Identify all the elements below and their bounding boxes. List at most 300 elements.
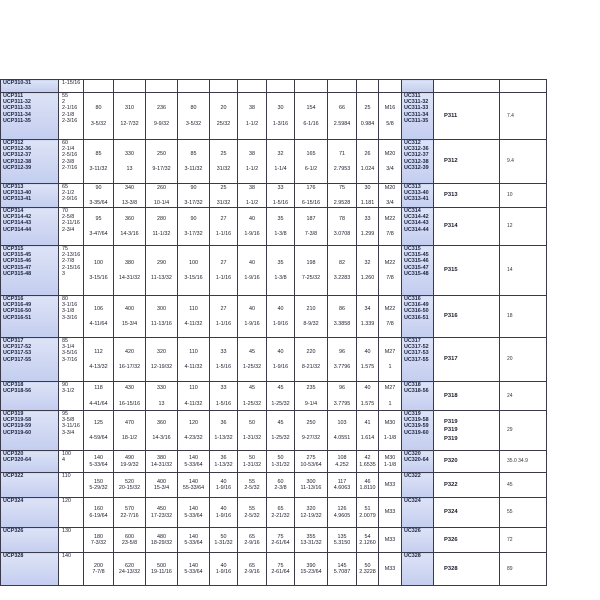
insert-number-cell-line: UC316-50: [404, 308, 429, 315]
dimension-cell: [114, 93, 146, 140]
dimension-value: 150: [94, 478, 103, 485]
dimension-value: 38: [249, 184, 255, 191]
unit-number-cell: [1, 553, 59, 586]
weight-cell: [500, 80, 547, 93]
dimension-inch-value: 13: [158, 400, 165, 407]
insert-number-cell: [402, 296, 434, 338]
dimension-cell: [84, 528, 114, 553]
dimension-value: 480: [157, 533, 166, 540]
dimension-value: 26: [364, 150, 371, 157]
dimension-value: 18-29/32: [150, 540, 173, 546]
dimension-value: 40: [277, 348, 284, 355]
dimension-value: 380: [125, 259, 134, 266]
dimension-value: M22: [384, 259, 396, 266]
dimension-cell: [267, 338, 295, 382]
dimension-cell: [379, 382, 402, 411]
shaft-diameter-cell-line: 2-1/16: [62, 105, 78, 112]
dimension-inch-value: 10-1/4: [153, 200, 170, 206]
shaft-diameter-cell-line: 2-7/8: [62, 258, 75, 265]
weight-cell: 14: [500, 246, 547, 296]
dimension-cell: [146, 140, 178, 184]
shaft-diameter-cell-line: 130: [62, 528, 71, 534]
dimension-value: 198: [306, 259, 316, 266]
unit-number-cell-line: UCP312-39: [3, 164, 32, 171]
dimension-inch-value: 1.181: [360, 200, 375, 206]
dimension-inch-value: 16-15/16: [118, 400, 141, 407]
dimension-value: M27: [384, 348, 396, 355]
dimension-cell: [210, 208, 238, 246]
dimension-value: 40: [249, 259, 255, 266]
dimension-value: 620: [125, 562, 134, 569]
dimension-cell: [267, 93, 295, 140]
housing-number-cell: [434, 246, 500, 296]
dimension-inch-value: 12-19/32: [150, 364, 173, 370]
dimension-value: 1-13/32: [214, 461, 233, 468]
shaft-diameter-cell-line: 3-1/2: [62, 388, 75, 395]
dimension-inch-value: 6-15/16: [301, 200, 321, 206]
dimension-value: 55: [249, 478, 255, 485]
dimension-cell: [328, 382, 357, 411]
unit-number-cell: [1, 246, 59, 296]
insert-number-cell-line: UC315-48: [404, 270, 429, 277]
dimension-value: 86: [339, 305, 345, 312]
dimension-value: 140: [189, 533, 198, 540]
housing-number: P316: [444, 313, 458, 320]
insert-number-cell-line: UC322: [404, 473, 421, 479]
dimension-value: 280: [157, 215, 166, 222]
housing-number-cell: [434, 140, 500, 184]
dimension-inch-value: 9-9/32: [153, 120, 170, 127]
housing-number: P311: [444, 112, 458, 119]
housing-number: P313: [444, 192, 458, 199]
dimension-cell: [178, 140, 210, 184]
dimension-inch-value: 1.575: [360, 400, 375, 407]
unit-number-cell-line: UCP313-40: [3, 190, 32, 197]
dimension-cell: [84, 80, 114, 93]
insert-number-cell-line: UC314: [404, 208, 421, 214]
dimension-cell: [84, 338, 114, 382]
dimension-cell: [146, 80, 178, 93]
dimension-value: 390: [306, 562, 316, 569]
dimension-inch-value: 14-31/32: [118, 275, 141, 281]
insert-number-cell-line: UC315-46: [404, 258, 429, 265]
dimension-cell: [84, 184, 114, 208]
dimension-value: 103: [337, 419, 347, 426]
dimension-value: 23-5/8: [121, 540, 138, 546]
dimension-cell: [379, 473, 402, 498]
dimension-cell: [210, 184, 238, 208]
insert-number-cell-line: UC313: [404, 184, 421, 190]
dimension-value: 4.9605: [333, 512, 351, 519]
dimension-inch-value: 1-1/4: [274, 166, 287, 172]
weight-cell: 45: [500, 473, 547, 498]
dimension-value: 100: [189, 259, 198, 266]
dimension-value: M20: [384, 184, 396, 191]
insert-number-cell-line: UC314-43: [404, 220, 429, 227]
dimension-inch-value: 1.575: [360, 364, 375, 370]
dimension-inch-value: 3-11/32: [184, 166, 203, 172]
table-row: [1, 528, 598, 553]
dimension-cell: [114, 140, 146, 184]
dimension-inch-value: 2.9528: [333, 200, 351, 206]
dimension-cell: [238, 140, 267, 184]
shaft-diameter-cell: [59, 246, 84, 296]
dimension-cell: [114, 338, 146, 382]
shaft-diameter-cell-line: 2-13/16: [62, 252, 81, 259]
dimension-value: 220: [306, 348, 316, 355]
dimension-cell: [146, 473, 178, 498]
shaft-diameter-cell: [59, 382, 84, 411]
shaft-diameter-cell-line: 2-1/4: [62, 146, 75, 153]
dimension-value: 355: [306, 533, 316, 540]
dimension-cell: [146, 382, 178, 411]
dimension-value: 300: [157, 305, 166, 312]
dimension-value: 140: [189, 506, 198, 513]
dimension-value: 120: [189, 419, 198, 426]
dimension-value: 154: [306, 105, 316, 112]
dimension-value: 7-7/8: [92, 569, 105, 575]
dimension-inch-value: 7/8: [386, 231, 394, 237]
shaft-diameter-cell: [59, 80, 84, 93]
housing-number: P315: [444, 267, 458, 274]
housing-number-cell: [434, 411, 500, 451]
shaft-diameter-cell-line: 70: [62, 208, 68, 214]
weight-cell: 10: [500, 184, 547, 208]
dimension-value: 1-1/8: [383, 461, 397, 468]
housing-number: P320: [444, 458, 458, 465]
dimension-cell: [357, 184, 379, 208]
dimension-inch-value: 31/32: [216, 200, 231, 206]
dimension-inch-value: 1.260: [360, 275, 375, 281]
bearing-spec-sheet: [0, 79, 600, 586]
dimension-cell: [210, 140, 238, 184]
dimension-value: 40: [277, 305, 284, 312]
dimension-inch-value: 9-17/32: [152, 166, 171, 172]
unit-number-cell-line: UCP310-31: [3, 80, 32, 86]
dimension-value: 35: [277, 215, 284, 222]
dimension-value: 25: [364, 105, 371, 112]
insert-number-cell-line: UC317-55: [404, 356, 429, 363]
dimension-inch-value: 0.984: [360, 120, 375, 127]
dimension-value: 27: [220, 305, 227, 312]
dimension-value: 110: [189, 385, 198, 392]
unit-number-cell-line: UCP314: [3, 208, 24, 214]
dimension-value: 42: [364, 455, 371, 462]
dimension-value: 65: [277, 506, 284, 513]
dimension-value: 320: [157, 348, 166, 355]
dimension-value: M33: [384, 481, 396, 488]
unit-number-cell-line: UCP316-49: [3, 302, 32, 309]
dimension-value: 85: [95, 150, 102, 157]
dimension-value: 1-9/16: [215, 512, 232, 519]
dimension-cell: [210, 382, 238, 411]
dimension-value: M22: [384, 215, 396, 222]
dimension-cell: [379, 184, 402, 208]
housing-number: P326: [444, 536, 458, 543]
dimension-cell: [84, 498, 114, 528]
unit-number-cell: [1, 498, 59, 528]
dimension-value: 82: [339, 259, 345, 266]
unit-number-cell: [1, 451, 59, 473]
dimension-cell: [178, 382, 210, 411]
dimension-cell: [178, 528, 210, 553]
dimension-inch-value: 4-11/64: [89, 321, 108, 327]
dimension-value: M33: [384, 565, 396, 572]
dimension-cell: [238, 208, 267, 246]
unit-number-cell: [1, 528, 59, 553]
dimension-value: 12-19/32: [300, 512, 322, 519]
dimension-inch-value: 1: [388, 400, 392, 407]
dimension-value: 38: [249, 105, 255, 112]
dimension-cell: [267, 528, 295, 553]
dimension-value: 33: [277, 184, 284, 191]
dimension-value: 165: [306, 150, 316, 157]
insert-number-cell-line: UC328: [404, 553, 421, 559]
dimension-value: 80: [95, 105, 102, 112]
dimension-cell: [357, 338, 379, 382]
dimension-inch-value: 1-9/16: [244, 275, 260, 281]
dimension-value: 5-33/64: [89, 461, 108, 468]
dimension-cell: [178, 498, 210, 528]
dimension-value: 33: [220, 348, 227, 355]
weight-cell: 7.4: [500, 93, 547, 140]
dimension-value: 490: [125, 455, 134, 462]
insert-number-cell-line: UC311-32: [404, 99, 429, 106]
dimension-value: 5.7087: [333, 569, 351, 575]
dimension-inch-value: 1-13/32: [214, 435, 233, 441]
dimension-cell: [267, 140, 295, 184]
dimension-cell: [295, 451, 328, 473]
shaft-diameter-cell-line: 95: [62, 411, 68, 417]
dimension-cell: [379, 208, 402, 246]
dimension-cell: [178, 451, 210, 473]
unit-number-cell-line: UCP312-36: [3, 146, 32, 153]
unit-number-cell: [1, 296, 59, 338]
dimension-inch-value: 3/4: [386, 166, 394, 172]
housing-number: P319: [444, 435, 458, 442]
housing-number: P319: [444, 419, 458, 426]
shaft-diameter-cell-line: 85: [62, 338, 68, 344]
dimension-cell: [146, 528, 178, 553]
dimension-cell: [328, 411, 357, 451]
insert-number-cell-line: UC320: [404, 451, 421, 457]
dimension-value: 400: [125, 305, 134, 312]
unit-number-cell-line: UCP312-37: [3, 152, 32, 159]
dimension-inch-value: 1-3/16: [272, 120, 289, 127]
dimension-value: 1.8110: [359, 485, 376, 491]
dimension-inch-value: 1.024: [360, 166, 375, 172]
shaft-diameter-cell-line: 3-3/4: [62, 429, 75, 436]
dimension-cell: [295, 184, 328, 208]
dimension-cell: [357, 246, 379, 296]
dimension-value: 2.0079: [359, 512, 376, 519]
dimension-value: 36: [220, 419, 227, 426]
dimension-inch-value: 4-41/64: [89, 400, 108, 407]
insert-number-cell-line: UC312: [404, 140, 421, 146]
dimension-value: 160: [94, 506, 103, 513]
table-row: [1, 382, 598, 411]
table-row: [1, 451, 598, 473]
dimension-value: 41: [364, 419, 371, 426]
table-row: [1, 140, 598, 184]
dimension-value: 55: [249, 506, 255, 513]
dimension-value: 2-9/16: [244, 540, 260, 546]
dimension-value: 5-33/64: [184, 569, 203, 575]
dimension-value: 20-15/32: [118, 485, 141, 491]
unit-number-cell-line: UCP313: [3, 184, 24, 190]
dimension-cell: [295, 553, 328, 586]
shaft-diameter-cell-line: 3-5/16: [62, 350, 78, 357]
insert-number-cell: [402, 411, 434, 451]
shaft-diameter-cell-line: 2-1/2: [62, 190, 75, 197]
unit-number-cell-line: UCP319-59: [3, 423, 32, 430]
dimension-value: 19-11/16: [151, 569, 172, 575]
dimension-value: 32: [277, 150, 284, 157]
dimension-cell: [238, 93, 267, 140]
shaft-diameter-cell-line: 2-5/8: [62, 214, 75, 221]
dimension-value: 290: [157, 259, 166, 266]
dimension-value: 85: [190, 150, 197, 157]
dimension-value: 236: [157, 105, 166, 112]
dimension-cell: [328, 528, 357, 553]
insert-number-cell-line: UC315-47: [404, 264, 429, 271]
dimension-value: 25: [220, 184, 227, 191]
dimension-cell: [210, 528, 238, 553]
dimension-value: 50: [220, 533, 227, 540]
dimension-cell: [267, 498, 295, 528]
dimension-value: 1-9/16: [215, 485, 232, 491]
insert-number-cell-line: UC317-52: [404, 344, 429, 351]
dimension-inch-value: 25/32: [216, 120, 231, 127]
dimension-cell: [178, 553, 210, 586]
insert-number-cell: [402, 528, 434, 553]
dimension-cell: [328, 184, 357, 208]
dimension-inch-value: 4-11/32: [184, 364, 203, 370]
dimension-inch-value: 1: [388, 364, 392, 370]
dimension-cell: [379, 140, 402, 184]
dimension-value: 5-33/64: [184, 461, 203, 468]
dimension-cell: [328, 296, 357, 338]
dimension-cell: [146, 411, 178, 451]
dimension-value: 117: [337, 478, 347, 485]
dimension-inch-value: 3-15/16: [89, 275, 108, 281]
dimension-value: 6-19/64: [89, 512, 108, 519]
dimension-value: 118: [94, 385, 103, 392]
shaft-diameter-cell: [59, 338, 84, 382]
shaft-diameter-cell-line: 3-1/8: [62, 308, 75, 315]
dimension-inch-value: 4.0551: [333, 435, 351, 441]
dimension-value: 32: [364, 259, 371, 266]
dimension-inch-value: 4-13/32: [89, 364, 108, 370]
dimension-cell: [114, 473, 146, 498]
weight-cell: 24: [500, 382, 547, 411]
dimension-cell: [379, 498, 402, 528]
dimension-inch-value: 1-1/16: [215, 321, 232, 327]
dimension-cell: [357, 140, 379, 184]
dimension-value: 65: [249, 533, 255, 540]
dimension-inch-value: 5/8: [386, 120, 394, 127]
housing-number-cell: [434, 451, 500, 473]
dimension-cell: [210, 451, 238, 473]
housing-number: P328: [444, 565, 458, 572]
dimension-value: 80: [190, 105, 197, 112]
dimension-inch-value: 1-1/2: [245, 166, 259, 172]
dimension-value: 260: [157, 184, 166, 191]
dimension-value: M20: [384, 150, 396, 157]
dimension-cell: [84, 411, 114, 451]
dimension-cell: [146, 553, 178, 586]
weight-cell: 9.4: [500, 140, 547, 184]
dimension-value: 2-9/16: [244, 569, 260, 575]
dimension-value: 5.3150: [333, 540, 351, 546]
dimension-value: 14-31/32: [150, 461, 173, 468]
dimension-cell: [295, 80, 328, 93]
dimension-value: 106: [94, 305, 103, 312]
shaft-diameter-cell: [59, 528, 84, 553]
dimension-cell: [84, 382, 114, 411]
dimension-inch-value: 1.339: [360, 321, 375, 327]
dimension-value: 180: [94, 533, 103, 540]
dimension-value: 96: [339, 385, 345, 392]
insert-number-cell-line: UC312-38: [404, 158, 429, 165]
dimension-value: 1-31/32: [271, 461, 290, 468]
dimension-value: 140: [189, 455, 198, 462]
dimension-cell: [328, 140, 357, 184]
dimension-cell: [114, 80, 146, 93]
dimension-value: 300: [306, 478, 316, 485]
dimension-inch-value: 7/8: [386, 321, 394, 327]
dimension-cell: [379, 338, 402, 382]
dimension-cell: [357, 80, 379, 93]
unit-number-cell-line: UCP314-44: [3, 226, 32, 233]
dimension-cell: [295, 473, 328, 498]
housing-number: P324: [444, 509, 458, 516]
dimension-inch-value: 1-1/16: [215, 231, 232, 237]
unit-number-cell-line: UCP311-33: [3, 105, 31, 112]
dimension-cell: [295, 140, 328, 184]
dimension-value: 360: [157, 419, 166, 426]
table-row: [1, 473, 598, 498]
dimension-inch-value: 1-25/32: [271, 435, 290, 441]
dimension-value: 100: [94, 259, 103, 266]
dimension-value: 500: [157, 562, 166, 569]
dimension-cell: [267, 411, 295, 451]
unit-number-cell-line: UCP322: [3, 473, 24, 479]
dimension-cell: [84, 553, 114, 586]
unit-number-cell-line: UCP317-55: [3, 356, 32, 363]
dimension-value: 60: [277, 478, 284, 485]
dimension-cell: [210, 498, 238, 528]
dimension-cell: [328, 93, 357, 140]
dimension-value: 520: [125, 478, 134, 485]
dimension-inch-value: 1-25/32: [242, 400, 262, 407]
dimension-cell: [114, 553, 146, 586]
dimension-value: M16: [384, 105, 396, 112]
dimension-value: 275: [306, 455, 316, 462]
insert-number-cell-line: UC312-37: [404, 152, 429, 159]
dimension-value: 2-5/32: [244, 512, 260, 519]
weight-cell: 18: [500, 296, 547, 338]
table-row: [1, 93, 598, 140]
insert-number-cell-line: UC311-34: [404, 111, 429, 118]
dimension-inch-value: 1-1/16: [215, 275, 232, 281]
dimension-cell: [379, 296, 402, 338]
dimension-value: 176: [306, 184, 316, 191]
dimension-value: 570: [125, 506, 134, 513]
unit-number-cell: [1, 80, 59, 93]
dimension-value: 2-21/32: [271, 512, 290, 519]
dimension-inch-value: 1-5/16: [272, 200, 289, 206]
